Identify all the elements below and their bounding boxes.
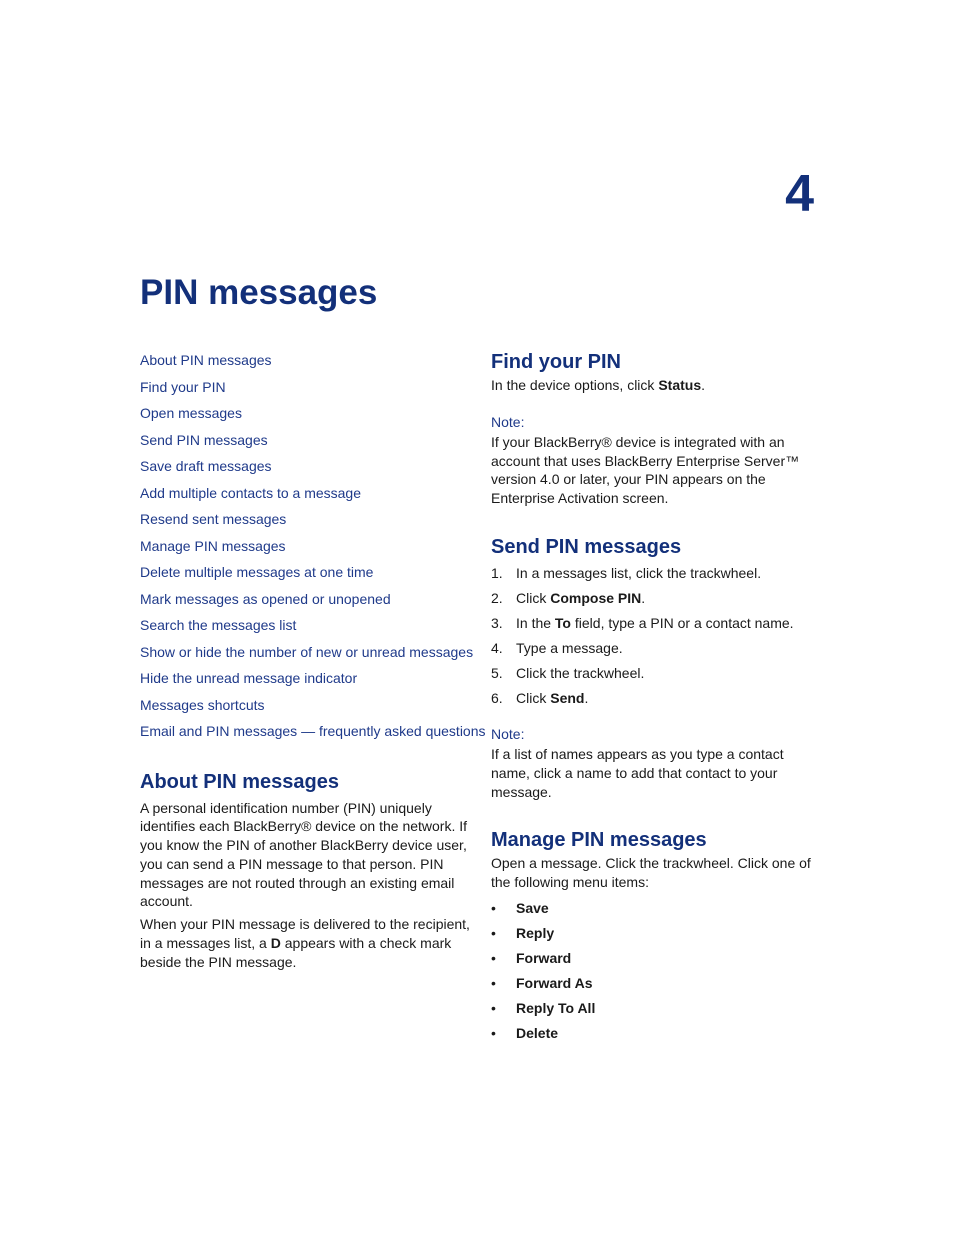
send-pin-heading: Send PIN messages [491, 535, 682, 558]
find-pin-text-post: . [701, 377, 705, 393]
bullet: • [491, 1024, 496, 1041]
bullet: • [491, 974, 496, 991]
about-paragraph-1 [140, 799, 470, 912]
step-text-post: field, type a PIN or a contact name. [571, 614, 794, 631]
menu-item-label: Forward [516, 949, 572, 966]
menu-item-delete [491, 1021, 821, 1046]
bullet: • [491, 899, 496, 916]
about-p2-pre: When your PIN message is delivered to the recipient, in a messages list, a [140, 916, 470, 952]
toc-link-save-draft-messages[interactable]: Save draft messages [140, 458, 272, 474]
toc-link-send-pin-messages[interactable]: Send PIN messages [140, 431, 268, 448]
step-text-post: . [641, 589, 646, 606]
find-pin-text-bold: Status [658, 377, 702, 393]
right-column [491, 349, 821, 1046]
send-pin-section [491, 534, 821, 801]
toc-link-manage-pin-messages[interactable]: Manage PIN messages [140, 537, 286, 554]
step-bold: Compose PIN [550, 589, 642, 606]
step-number: 2. [491, 589, 503, 606]
about-p2-bold: D [270, 935, 281, 952]
left-column [140, 349, 486, 972]
find-pin-text [491, 376, 821, 395]
find-pin-section [491, 349, 821, 508]
step-number: 6. [491, 689, 503, 706]
step-3 [491, 611, 821, 636]
bullet: • [491, 949, 496, 966]
manage-pin-heading: Manage PIN messages [491, 829, 707, 852]
step-2 [491, 586, 821, 611]
step-text: In a messages list, click the trackwheel. [516, 564, 762, 581]
menu-item-label: Forward As [516, 974, 593, 991]
menu-item-label: Reply To All [516, 999, 596, 1016]
step-number: 5. [491, 664, 503, 681]
step-text: Click [516, 689, 551, 706]
send-pin-note-text: If a list of names appears as you type a contact name, click a name to add that contact to your message. [491, 745, 784, 800]
step-text-post: . [584, 689, 589, 706]
menu-item-forward-as [491, 971, 821, 996]
toc-link-find-your-pin[interactable]: Find your PIN [140, 378, 226, 395]
find-pin-note-text: If your BlackBerry® device is integrated with an account that uses BlackBerry Enterprise Server™ version 4.0 or later, your PIN appears on the Enterprise Activation screen. [491, 433, 800, 507]
step-bold: To [554, 614, 571, 631]
toc-link-faq[interactable]: Email and PIN messages — frequently asked questions [140, 723, 486, 739]
menu-item-reply-to-all [491, 996, 821, 1021]
bullet: • [491, 924, 496, 941]
toc-link-delete-multiple-messages[interactable]: Delete multiple messages at one time [140, 564, 374, 580]
toc-link-mark-messages[interactable]: Mark messages as opened or unopened [140, 590, 391, 607]
menu-item-label: Reply [516, 924, 555, 941]
menu-item-forward [491, 946, 821, 971]
toc-link-show-hide-number[interactable]: Show or hide the number of new or unread messages [140, 643, 474, 660]
toc-link-add-multiple-contacts[interactable]: Add multiple contacts to a message [140, 484, 362, 501]
find-pin-text-pre: In the device options, click [491, 377, 659, 393]
step-number: 4. [491, 639, 503, 656]
manage-pin-text: Open a message. Click the trackwheel. Click one of the following menu items: [491, 855, 811, 891]
about-section [140, 769, 470, 972]
menu-item-label: Delete [516, 1024, 559, 1041]
manage-pin-menu-items [491, 896, 821, 1046]
toc-link-resend-sent-messages[interactable]: Resend sent messages [140, 511, 287, 527]
menu-item-save [491, 896, 821, 921]
step-number: 3. [491, 614, 503, 631]
about-p1-text: A personal identification number (PIN) uniquely identifies each BlackBerry® device on the network. If you know the PIN of another BlackBerry device user, you can send a PIN message to that person. PIN messages are not routed through an existing email account. [140, 799, 468, 910]
send-pin-steps [491, 561, 821, 711]
toc-link-messages-shortcuts[interactable]: Messages shortcuts [140, 696, 265, 713]
find-pin-note-label: Note: [491, 413, 525, 430]
about-p2-post: appears with a check mark beside the PIN message. [140, 935, 452, 970]
about-paragraph-2 [140, 915, 470, 971]
send-pin-note-label: Note: [491, 725, 525, 742]
step-text: Click the trackwheel. [516, 664, 645, 681]
step-text: In the [516, 614, 555, 631]
step-5 [491, 661, 821, 686]
find-pin-heading: Find your PIN [491, 351, 621, 373]
step-number: 1. [491, 564, 503, 581]
toc-link-about-pin-messages[interactable]: About PIN messages [140, 352, 272, 368]
step-1 [491, 561, 821, 586]
about-heading: About PIN messages [140, 770, 339, 793]
toc-link-open-messages[interactable]: Open messages [140, 405, 242, 421]
step-text: Click [516, 589, 551, 606]
manage-pin-section [491, 827, 821, 1046]
chapter-toc [140, 347, 486, 745]
toc-link-hide-unread-indicator[interactable]: Hide the unread message indicator [140, 670, 358, 686]
menu-item-label: Save [516, 899, 549, 916]
bullet: • [491, 999, 496, 1016]
step-text: Type a message. [516, 639, 623, 656]
page-title: PIN messages [140, 273, 378, 312]
step-4 [491, 636, 821, 661]
chapter-number: 4 [785, 165, 814, 223]
step-6 [491, 686, 821, 711]
step-bold: Send [550, 689, 585, 706]
toc-link-search-messages-list[interactable]: Search the messages list [140, 617, 297, 633]
menu-item-reply [491, 921, 821, 946]
